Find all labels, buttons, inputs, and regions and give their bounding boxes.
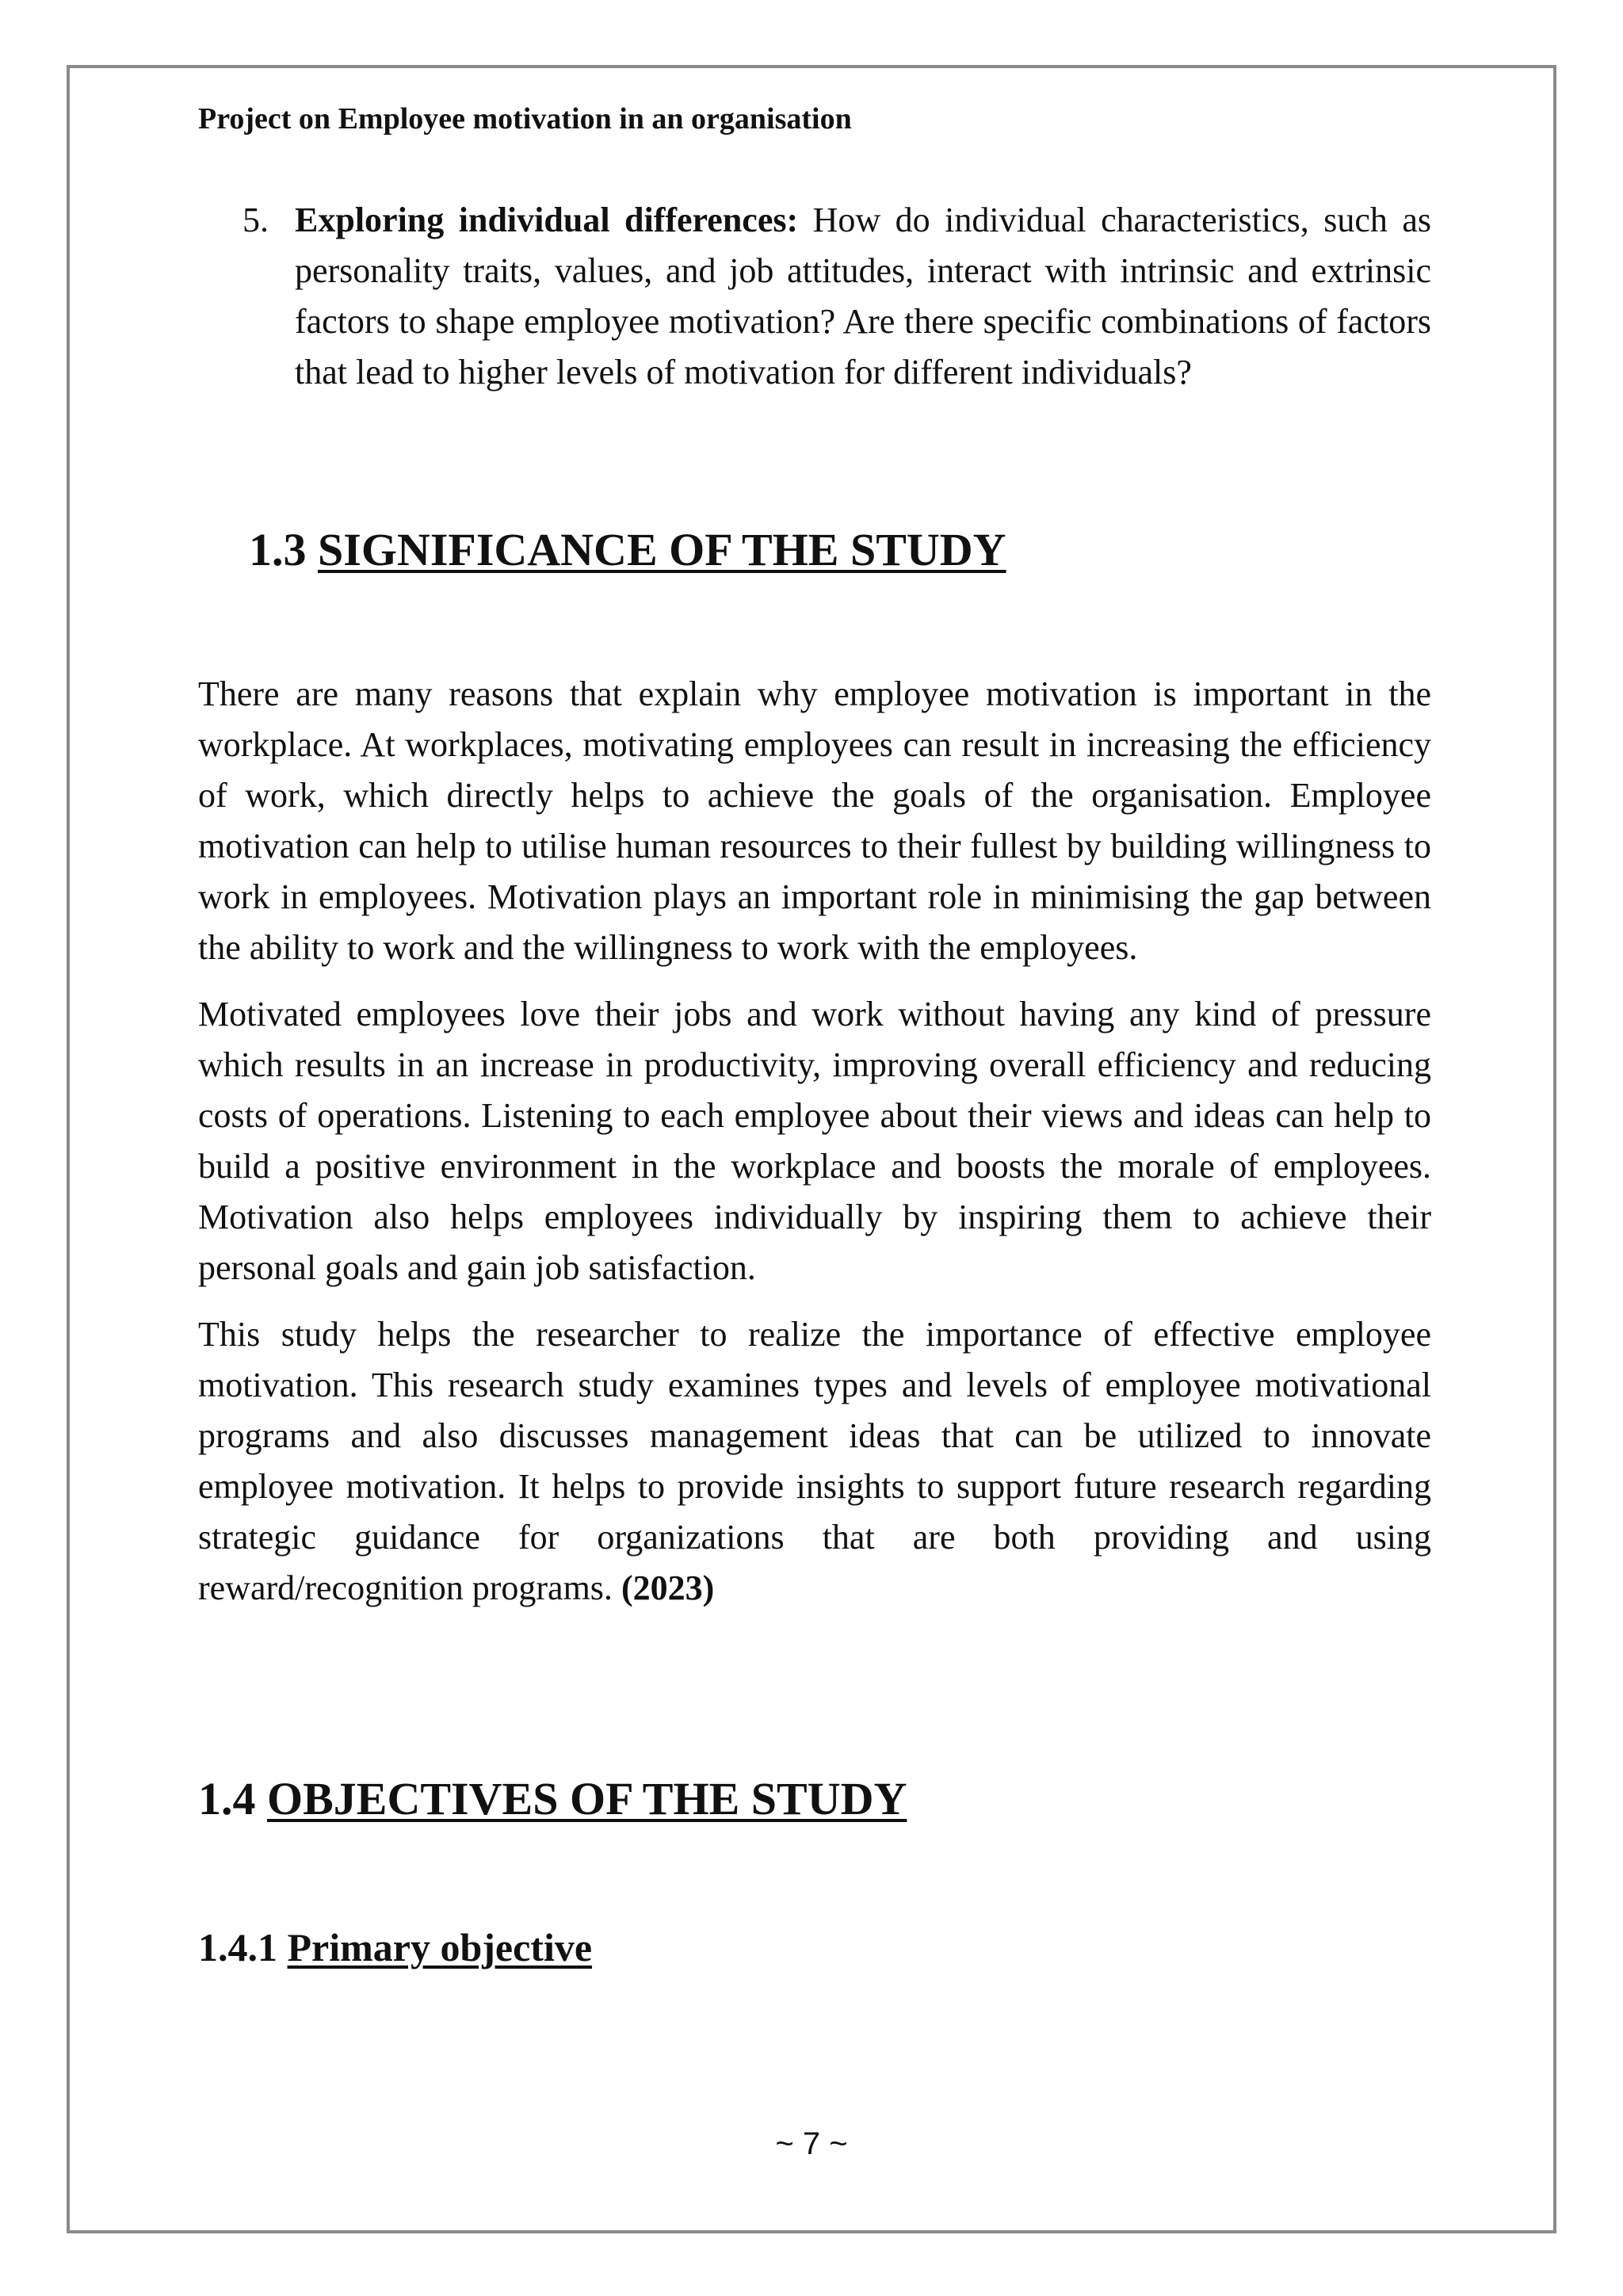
list-item-lead: Exploring individual differences: [295,201,799,239]
heading-significance-number: 1.3 [249,524,307,575]
citation: (2023) [621,1568,715,1607]
heading-objectives-title: OBJECTIVES OF THE STUDY [267,1773,907,1824]
heading-primary-objective [198,1920,1431,1975]
heading-primary-objective-number: 1.4.1 [198,1925,277,1969]
page-number: ~ 7 ~ [775,2126,848,2161]
running-header: Project on Employee motivation in an organisation [198,102,852,136]
paragraph-importance: There are many reasons that explain why employee motivation is important in the workplace. At workplaces, motivating employees can result in increasing the efficiency of work, which directly helps to achieve the goals of the organisation. Employee motivation can help to utilise human resources to their fullest by building willingness to work in employees. Motivation plays an important role in minimising the gap between the ability to work and the willingness to work with the employees. [198,674,1431,967]
list-item-text: How do individual characteristics, such as personality traits, values, and job attitudes, interact with intrinsic and extrinsic factors to shape employee motivation? Are there specific combinations of factors that lead to higher levels of motivation for different individuals? [295,201,1431,392]
page-content [198,98,1431,2015]
heading-significance [198,520,1431,580]
heading-primary-objective-title: Primary objective [287,1925,593,1969]
heading-significance-title: SIGNIFICANCE OF THE STUDY [318,524,1006,575]
heading-objectives-number: 1.4 [198,1773,256,1824]
paragraph-motivated-employees: Motivated employees love their jobs and work without having any kind of pressure which results in an increase in productivity, improving overall efficiency and reducing costs of operations. Listening to each employee about their views and ideas can help to build a positive environment in the workplace and boosts the morale of employees. Motivation also helps employees individually by inspiring them to achieve their personal goals and gain job satisfaction. [198,995,1431,1287]
paragraph-study-purpose-text: This study helps the researcher to realize the importance of effective employee motivation. This research study examines types and levels of employee motivational programs and also discusses management ideas that can be utilized to innovate employee motivation. It helps to provide insights to support future research regarding strategic guidance for organizations that are both providing and using reward/recognition programs. [198,1315,1431,1607]
list-item-number: 5. [242,201,269,239]
paragraph-study-purpose [198,1309,1431,1614]
list-item-individual-differences [198,195,1431,398]
heading-objectives [198,1769,1431,1829]
